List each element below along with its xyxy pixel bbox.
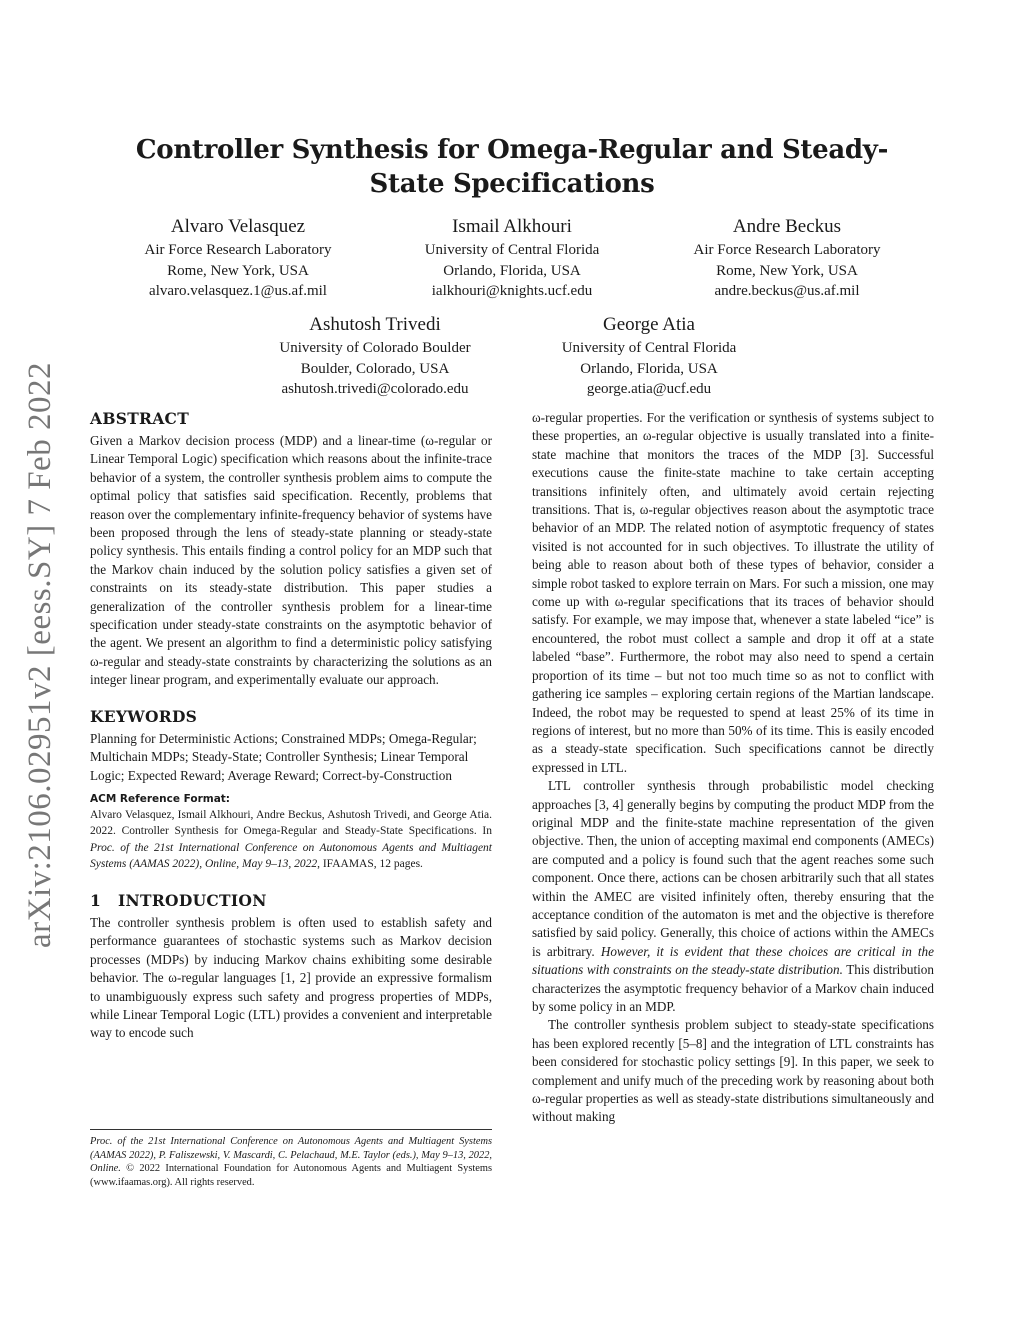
acm-reference-authors: Alvaro Velasquez, Ismail Alkhouri, Andre Beckus, Ashutosh Trivedi, and George Atia. 2022. Controller Synthesis for Omega-Regular and Steady-State Specifications. In <box>90 808 492 838</box>
keywords-text: Planning for Deterministic Actions; Constrained MDPs; Omega-Regular; Multichain MDPs; Steady-State; Controller Synthesis; Linear Temporal Logic; Expected Reward; Average Reward; Correct-by-Construction <box>90 730 477 783</box>
author-affiliation: Air Force Research Laboratory <box>693 242 881 258</box>
author-location: Rome, New York, USA <box>167 262 309 279</box>
author-affiliation: University of Central Florida <box>561 340 737 356</box>
author-email: alvaro.velasquez.1@us.af.mil <box>149 283 327 299</box>
author-block <box>672 215 902 302</box>
author-email: andre.beckus@us.af.mil <box>714 283 860 299</box>
author-block <box>402 215 622 302</box>
paper-title: Controller Synthesis for Omega-Regular and Steady-State Specifications <box>135 135 889 199</box>
author-location: Boulder, Colorado, USA <box>300 360 450 377</box>
arxiv-identifier-stamp: arXiv:2106.02951v2 [eess.SY] 7 Feb 2022 <box>22 362 58 948</box>
left-column <box>90 409 492 1043</box>
author-email: ashutosh.trivedi@colorado.edu <box>281 381 469 397</box>
intro-paragraph: The controller synthesis problem is often used to establish safety and performance guarantees of stochastic systems such as Markov decision processes (MDPs) by inducing Markov chains exhibiting some desirable behavior. The ω-regular languages [1, 2] provide an expressive formalism to unambiguously express such safety and progress properties of MDPs, while Linear Temporal Logic (LTL) provides a convenient and interpretable way to encode such <box>90 914 492 1041</box>
author-name: Andre Beckus <box>732 216 842 237</box>
intro-text: This distribution characterizes the asymptotic frequency behavior of a Markov chain induced by some policy in an MDP. <box>532 962 934 1014</box>
intro-text: LTL controller synthesis through probabilistic model checking approaches [3, 4] generally begins by computing the product MDP from the original MDP and the finite-state machine representation of the given objective. Then, the union of accepting maximal end components (AMECs) are computed and a policy is found such that the agent reaches some such component. Once there, actions can be chosen arbitrarily such that all states within the AMEC are visited infinitely often, thereby ensuring that the acceptance condition of the automaton is met and the objective is therefore satisfied by said policy. Generally, this choice of actions within the AMECs is arbitrary. <box>532 778 934 959</box>
intro-paragraph-continued: ω-regular properties. For the verification or synthesis of systems subject to these properties, an ω-regular objective is usually translated into a finite-state machine that monitors the traces of the MDP [3]. Successful executions cause the finite-state machine to take certain accepting transitions infinitely often, and ultimately avoid certain rejecting transitions. That is, ω-regular objectives reason about the asymptotic trace behavior of an MDP. The related notion of asymptotic frequency of states visited is not accounted for in such objectives. To illustrate the utility of being able to reason about both of these types of behavior, consider a simple robot tasked to explore terrain on Mars. For such a mission, one may come up with ω-regular specifications that its traces of behavior should satisfy. For example, we may impose that, whenever a state labeled “ice” is encountered, the robot must collect a sample and drop it off at a state labeled “base”. Furthermore, the robot may also need to spend a certain proportion of its time – but not too much time so as not to conflict with gathering ice samples – exploring certain regions of the Martian landscape. Indeed, the robot may be requested to spend at least 25% of its time in regions of interest, but no more than 50% of its time. This is easily encoded as a steady-state specification. Such specifications cannot be directly expressed in LTL. <box>532 410 934 775</box>
author-affiliation: Air Force Research Laboratory <box>144 242 332 258</box>
author-block <box>128 215 348 302</box>
keywords-heading: KEYWORDS <box>90 706 198 726</box>
introduction-heading <box>90 891 492 911</box>
intro-emphasis: However, it is evident that these choices are critical in the situations with constraints on the steady-state distribution. <box>532 943 934 978</box>
author-affiliation: University of Central Florida <box>424 242 600 258</box>
author-block <box>260 313 490 400</box>
author-location: Rome, New York, USA <box>716 262 858 279</box>
author-email: george.atia@ucf.edu <box>586 381 712 397</box>
right-column <box>532 409 934 1127</box>
author-affiliation: University of Colorado Boulder <box>279 340 471 356</box>
author-location: Orlando, Florida, USA <box>580 360 718 377</box>
intro-paragraph: The controller synthesis problem subject to steady-state specifications has been explored recently [5–8] and the integration of LTL constraints has been considered for stochastic policy settings [9]. In this paper, we seek to complement and unify much of the preceding work by reasoning about both ω-regular properties as well as steady-state distributions simultaneously and without making <box>532 1017 934 1125</box>
section-number: 1 <box>90 890 102 910</box>
author-email: ialkhouri@knights.ucf.edu <box>431 283 593 299</box>
footnote <box>90 1129 492 1189</box>
footnote-copyright: © 2022 International Foundation for Autonomous Agents and Multiagent Systems (www.ifaamas.org). All rights reserved. <box>90 1163 492 1188</box>
author-name: Alvaro Velasquez <box>170 216 306 237</box>
acm-reference-text <box>90 807 492 873</box>
acm-reference-heading: ACM Reference Format: <box>90 792 230 805</box>
author-location: Orlando, Florida, USA <box>443 262 581 279</box>
abstract-heading: ABSTRACT <box>90 409 190 428</box>
footnote-venue: Proc. of the 21st International Conference on Autonomous Agents and Multiagent Systems (AAMAS 2022), P. Faliszewski, V. Mascardi, C. Pelachaud, M.E. Taylor (eds.), May 9–13, 2022, Online. <box>90 1136 492 1175</box>
intro-paragraph <box>532 777 934 1016</box>
author-name: Ismail Alkhouri <box>452 216 572 237</box>
acm-reference-venue: Proc. of the 21st International Conference on Autonomous Agents and Multiagent Systems (AAMAS 2022), Online, May 9–13, 2022 <box>90 841 492 871</box>
author-block <box>539 313 759 400</box>
author-name: Ashutosh Trivedi <box>309 314 441 335</box>
abstract-text: Given a Markov decision process (MDP) and a linear-time (ω-regular or Linear Temporal Logic) specification which reasons about the infinite-trace behavior of a system, the controller synthesis problem aims to compute the optimal policy that satisfies said specification. Recently, problems that reason over the complementary infinite-frequency behavior of systems have been proposed through the lens of steady-state planning or steady-state policy synthesis. This entails finding a control policy for an MDP such that the Markov chain induced by the solution policy satisfies a given set of constraints on its steady-state distribution. This paper studies a generalization of the controller synthesis problem for a linear-time specification under steady-state constraints on the asymptotic behavior of the agent. We present an algorithm to find a deterministic policy satisfying ω-regular and steady-state constraints by characterizing the solutions as an integer linear program, and experimentally evaluate our approach. <box>90 433 492 688</box>
acm-reference-tail: , IFAAMAS, 12 pages. <box>317 858 423 871</box>
section-title: INTRODUCTION <box>118 890 267 910</box>
author-name: George Atia <box>603 314 695 335</box>
